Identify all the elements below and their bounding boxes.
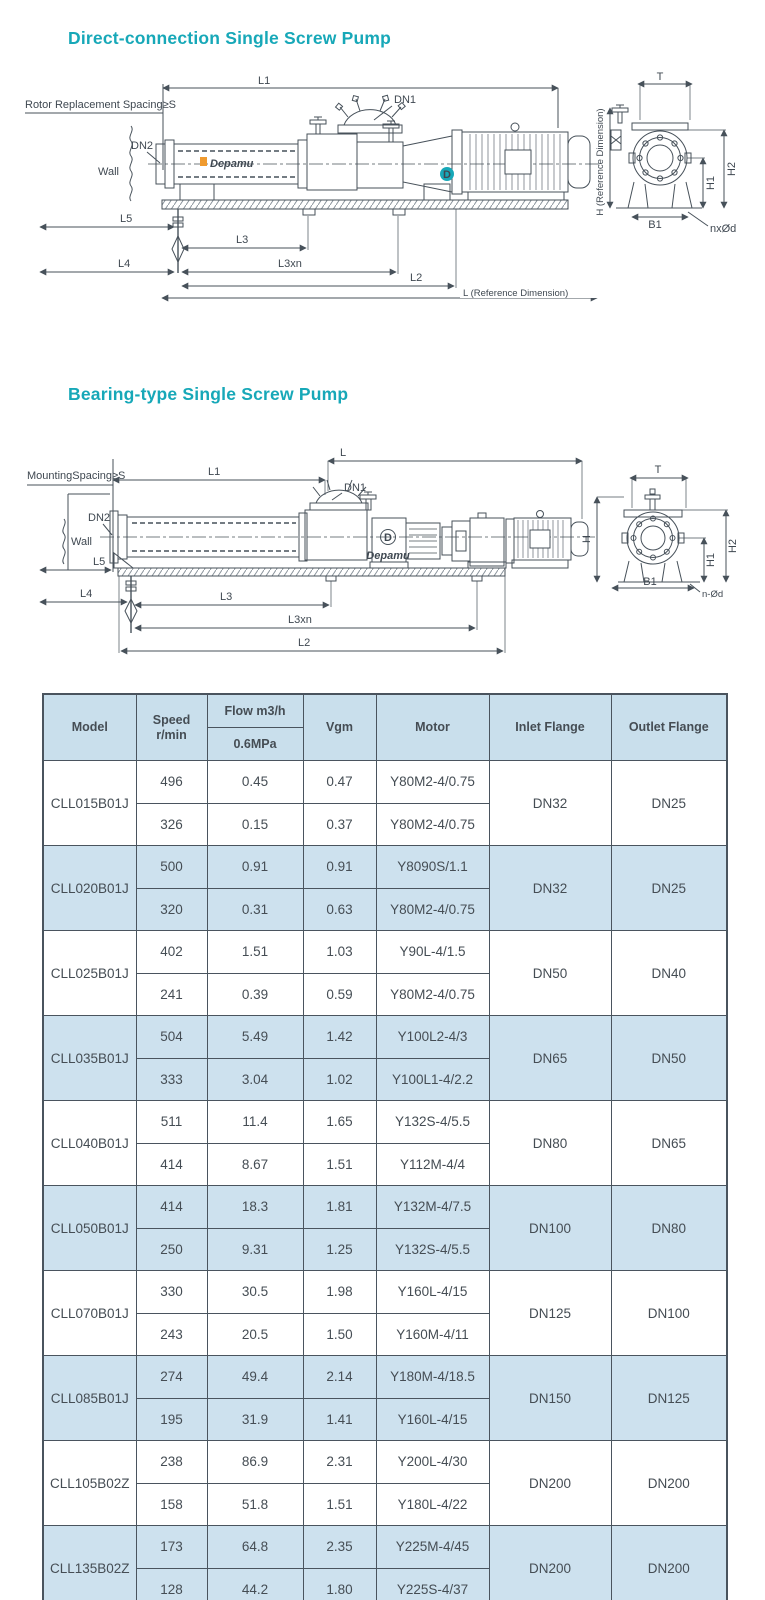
- cell-speed: 402: [136, 931, 207, 974]
- wall-label: Wall: [98, 166, 119, 178]
- cell-flow: 20.5: [207, 1313, 303, 1356]
- cell-vgm: 1.98: [303, 1271, 376, 1314]
- baseplate: [118, 568, 505, 576]
- mounting-spacing-label: MountingSpacing≥S: [27, 470, 126, 482]
- table-row: [43, 1101, 727, 1144]
- cell-speed: 414: [136, 1186, 207, 1229]
- dn1-leader: [374, 106, 392, 120]
- cell-motor: Y132S-4/5.5: [376, 1228, 489, 1271]
- cell-flow: 0.91: [207, 846, 303, 889]
- dn1-leader: [332, 493, 342, 500]
- cell-inlet-flange: DN125: [489, 1271, 611, 1356]
- wall-hatch: [130, 126, 132, 201]
- cell-vgm: 0.37: [303, 803, 376, 846]
- brand-roundel: D: [384, 532, 392, 544]
- spec-table-body: [43, 761, 727, 1600]
- cell-speed: 330: [136, 1271, 207, 1314]
- dim-b1-label: B1: [648, 219, 662, 231]
- cell-flow: 1.51: [207, 931, 303, 974]
- dim-h-label: H: [581, 535, 593, 543]
- dim-l-label: L (Reference Dimension): [463, 288, 569, 299]
- header-speed-line2: r/min: [156, 727, 187, 742]
- cell-flow: 5.49: [207, 1016, 303, 1059]
- cell-outlet-flange: DN40: [611, 931, 727, 1016]
- direct-connection-pump-diagram: [0, 70, 765, 320]
- dim-l2-label: L2: [298, 637, 311, 649]
- cell-vgm: 1.65: [303, 1101, 376, 1144]
- cell-model: CLL105B02Z: [43, 1441, 136, 1526]
- vent-valve: [310, 117, 326, 134]
- cell-speed: 504: [136, 1016, 207, 1059]
- cell-inlet-flange: DN32: [489, 846, 611, 931]
- cell-speed: 333: [136, 1058, 207, 1101]
- dn1-label: DN1: [394, 94, 417, 106]
- cell-flow: 31.9: [207, 1398, 303, 1441]
- cell-vgm: 0.63: [303, 888, 376, 931]
- dim-l5-label: L5: [120, 213, 133, 225]
- dim-l1-label: L1: [208, 466, 221, 478]
- cell-model: CLL085B01J: [43, 1356, 136, 1441]
- baseplate: [162, 200, 568, 209]
- cell-motor: Y132M-4/7.5: [376, 1186, 489, 1229]
- cell-motor: Y132S-4/5.5: [376, 1101, 489, 1144]
- cell-speed: 158: [136, 1483, 207, 1526]
- dn2-leader: [103, 524, 112, 535]
- dim-h1-label: H1: [705, 175, 717, 191]
- header-inlet-flange: Inlet Flange: [489, 694, 611, 761]
- dim-t-ext: [640, 84, 690, 120]
- cell-vgm: 0.59: [303, 973, 376, 1016]
- cell-speed: 496: [136, 761, 207, 804]
- cell-speed: 128: [136, 1568, 207, 1600]
- header-speed: [136, 694, 207, 761]
- cell-outlet-flange: DN125: [611, 1356, 727, 1441]
- header-flow: Flow m3/h: [207, 694, 303, 728]
- cell-outlet-flange: DN80: [611, 1186, 727, 1271]
- cell-speed: 241: [136, 973, 207, 1016]
- cell-vgm: 2.31: [303, 1441, 376, 1484]
- dim-b1-label: B1: [643, 576, 657, 588]
- table-row: [43, 1186, 727, 1229]
- cell-flow: 51.8: [207, 1483, 303, 1526]
- brand-label: Depamu: [210, 158, 254, 170]
- dn1-label: DN1: [344, 482, 367, 494]
- cell-motor: Y180L-4/22: [376, 1483, 489, 1526]
- dim-l4-label: L4: [80, 588, 93, 600]
- cell-motor: Y100L1-4/2.2: [376, 1058, 489, 1101]
- cell-flow: 0.39: [207, 973, 303, 1016]
- cell-model: CLL135B02Z: [43, 1526, 136, 1600]
- dim-l2-label: L2: [410, 272, 423, 284]
- cell-model: CLL020B01J: [43, 846, 136, 931]
- cell-flow: 9.31: [207, 1228, 303, 1271]
- pump-side-view: [156, 95, 590, 200]
- cell-flow: 0.15: [207, 803, 303, 846]
- baseplate-tabs: [303, 209, 405, 215]
- cell-motor: Y80M2-4/0.75: [376, 888, 489, 931]
- dn2-label: DN2: [88, 512, 111, 524]
- pump-end-view: [618, 489, 700, 582]
- cell-speed: 250: [136, 1228, 207, 1271]
- cell-inlet-flange: DN200: [489, 1526, 611, 1600]
- cell-outlet-flange: DN100: [611, 1271, 727, 1356]
- anchor-bolt: [172, 209, 184, 273]
- cell-flow: 18.3: [207, 1186, 303, 1229]
- cell-flow: 0.45: [207, 761, 303, 804]
- cell-vgm: 1.51: [303, 1483, 376, 1526]
- cell-inlet-flange: DN32: [489, 761, 611, 846]
- cell-vgm: 1.51: [303, 1143, 376, 1186]
- header-outlet-flange: Outlet Flange: [611, 694, 727, 761]
- cell-outlet-flange: DN50: [611, 1016, 727, 1101]
- cell-speed: 243: [136, 1313, 207, 1356]
- cell-outlet-flange: DN25: [611, 761, 727, 846]
- dim-h2-label: H2: [727, 538, 739, 554]
- cell-vgm: 0.91: [303, 846, 376, 889]
- cell-motor: Y200L-4/30: [376, 1441, 489, 1484]
- dim-h-label: H (Reference Dimension): [595, 108, 606, 216]
- cell-motor: Y225S-4/37: [376, 1568, 489, 1600]
- dim-t-label: T: [654, 464, 662, 476]
- table-row: [43, 931, 727, 974]
- dim-l-label: L: [340, 447, 347, 459]
- bearing-type-pump-diagram: [0, 435, 765, 665]
- table-row: [43, 1356, 727, 1399]
- cell-speed: 500: [136, 846, 207, 889]
- cell-motor: Y112M-4/4: [376, 1143, 489, 1186]
- cell-vgm: 1.03: [303, 931, 376, 974]
- pump-end-view: [611, 105, 702, 208]
- dim-l3-label: L3: [236, 234, 249, 246]
- dim-h2-label: H2: [726, 161, 738, 177]
- brand-label: Depamu: [366, 550, 410, 562]
- cell-motor: Y225M-4/45: [376, 1526, 489, 1569]
- table-row: [43, 846, 727, 889]
- dim-nxod-leader: [688, 212, 708, 226]
- header-model: Model: [43, 694, 136, 761]
- cell-vgm: 1.81: [303, 1186, 376, 1229]
- cell-speed: 326: [136, 803, 207, 846]
- cell-model: CLL070B01J: [43, 1271, 136, 1356]
- header-pressure: 0.6MPa: [207, 728, 303, 761]
- dn2-leader: [147, 152, 160, 163]
- wall-hatch: [63, 519, 65, 564]
- dim-h1-label: H1: [705, 552, 717, 568]
- table-row: [43, 1526, 727, 1569]
- cell-speed: 173: [136, 1526, 207, 1569]
- dn2-label: DN2: [131, 140, 154, 152]
- brand-roundel: [440, 167, 454, 181]
- cell-inlet-flange: DN100: [489, 1186, 611, 1271]
- cell-model: CLL040B01J: [43, 1101, 136, 1186]
- cell-model: CLL025B01J: [43, 931, 136, 1016]
- cell-speed: 274: [136, 1356, 207, 1399]
- dim-t-label: T: [656, 71, 664, 83]
- section1-title: Direct-connection Single Screw Pump: [68, 28, 392, 48]
- cell-flow: 0.31: [207, 888, 303, 931]
- baseplate-tabs: [326, 576, 482, 581]
- cell-flow: 64.8: [207, 1526, 303, 1569]
- cell-flow: 11.4: [207, 1101, 303, 1144]
- cell-vgm: 1.41: [303, 1398, 376, 1441]
- dim-l2-ext: [119, 576, 505, 653]
- cell-model: CLL050B01J: [43, 1186, 136, 1271]
- cell-motor: Y80M2-4/0.75: [376, 973, 489, 1016]
- cell-flow: 49.4: [207, 1356, 303, 1399]
- cell-vgm: 2.35: [303, 1526, 376, 1569]
- spec-table: [42, 693, 728, 1600]
- table-row: [43, 1441, 727, 1484]
- cell-model: CLL035B01J: [43, 1016, 136, 1101]
- cell-speed: 511: [136, 1101, 207, 1144]
- cell-vgm: 1.80: [303, 1568, 376, 1600]
- cell-flow: 86.9: [207, 1441, 303, 1484]
- cell-vgm: 0.47: [303, 761, 376, 804]
- cell-motor: Y180M-4/18.5: [376, 1356, 489, 1399]
- cell-motor: Y100L2-4/3: [376, 1016, 489, 1059]
- rotor-spacing-label: Rotor Replacement Spacing≥S: [25, 99, 176, 111]
- relief-valve: [383, 121, 399, 142]
- table-row: [43, 761, 727, 804]
- dim-nod-label: n-Ød: [702, 589, 724, 600]
- header-vgm: Vgm: [303, 694, 376, 761]
- dim-l3xn-label: L3xn: [278, 258, 302, 270]
- svg-text:D: D: [443, 169, 451, 181]
- cell-speed: 238: [136, 1441, 207, 1484]
- cell-inlet-flange: DN150: [489, 1356, 611, 1441]
- dim-nxod-label: nxØd: [710, 223, 737, 235]
- dim-t-ext: [632, 478, 686, 508]
- header-speed-line1: Speed: [152, 713, 191, 728]
- cell-flow: 30.5: [207, 1271, 303, 1314]
- cell-outlet-flange: DN200: [611, 1441, 727, 1526]
- cell-inlet-flange: DN200: [489, 1441, 611, 1526]
- table-row: [43, 1271, 727, 1314]
- cell-flow: 44.2: [207, 1568, 303, 1600]
- dim-l3-label: L3: [220, 591, 233, 603]
- cell-motor: Y160L-4/15: [376, 1398, 489, 1441]
- cell-motor: Y80M2-4/0.75: [376, 761, 489, 804]
- cell-outlet-flange: DN200: [611, 1526, 727, 1600]
- brand-logo: [200, 157, 254, 170]
- dim-l3xn-label: L3xn: [288, 614, 312, 626]
- dim-l1-label: L1: [258, 75, 271, 87]
- cell-inlet-flange: DN80: [489, 1101, 611, 1186]
- cell-motor: Y160L-4/15: [376, 1271, 489, 1314]
- cell-motor: Y160M-4/11: [376, 1313, 489, 1356]
- cell-inlet-flange: DN65: [489, 1016, 611, 1101]
- cell-motor: Y8090S/1.1: [376, 846, 489, 889]
- cell-speed: 195: [136, 1398, 207, 1441]
- cell-vgm: 1.42: [303, 1016, 376, 1059]
- spec-table-header: [43, 694, 727, 761]
- header-motor: Motor: [376, 694, 489, 761]
- wall-label: Wall: [71, 536, 92, 548]
- cell-speed: 414: [136, 1143, 207, 1186]
- section2-title: Bearing-type Single Screw Pump: [68, 384, 349, 404]
- cell-inlet-flange: DN50: [489, 931, 611, 1016]
- table-row: [43, 1016, 727, 1059]
- cell-flow: 3.04: [207, 1058, 303, 1101]
- cell-vgm: 1.02: [303, 1058, 376, 1101]
- cell-flow: 8.67: [207, 1143, 303, 1186]
- cell-vgm: 1.50: [303, 1313, 376, 1356]
- dim-l5-label: L5: [93, 556, 106, 568]
- dim-l4-label: L4: [118, 258, 131, 270]
- cell-outlet-flange: DN25: [611, 846, 727, 931]
- cell-outlet-flange: DN65: [611, 1101, 727, 1186]
- cell-model: CLL015B01J: [43, 761, 136, 846]
- cell-vgm: 1.25: [303, 1228, 376, 1271]
- cell-motor: Y90L-4/1.5: [376, 931, 489, 974]
- cell-speed: 320: [136, 888, 207, 931]
- cell-vgm: 2.14: [303, 1356, 376, 1399]
- cell-motor: Y80M2-4/0.75: [376, 803, 489, 846]
